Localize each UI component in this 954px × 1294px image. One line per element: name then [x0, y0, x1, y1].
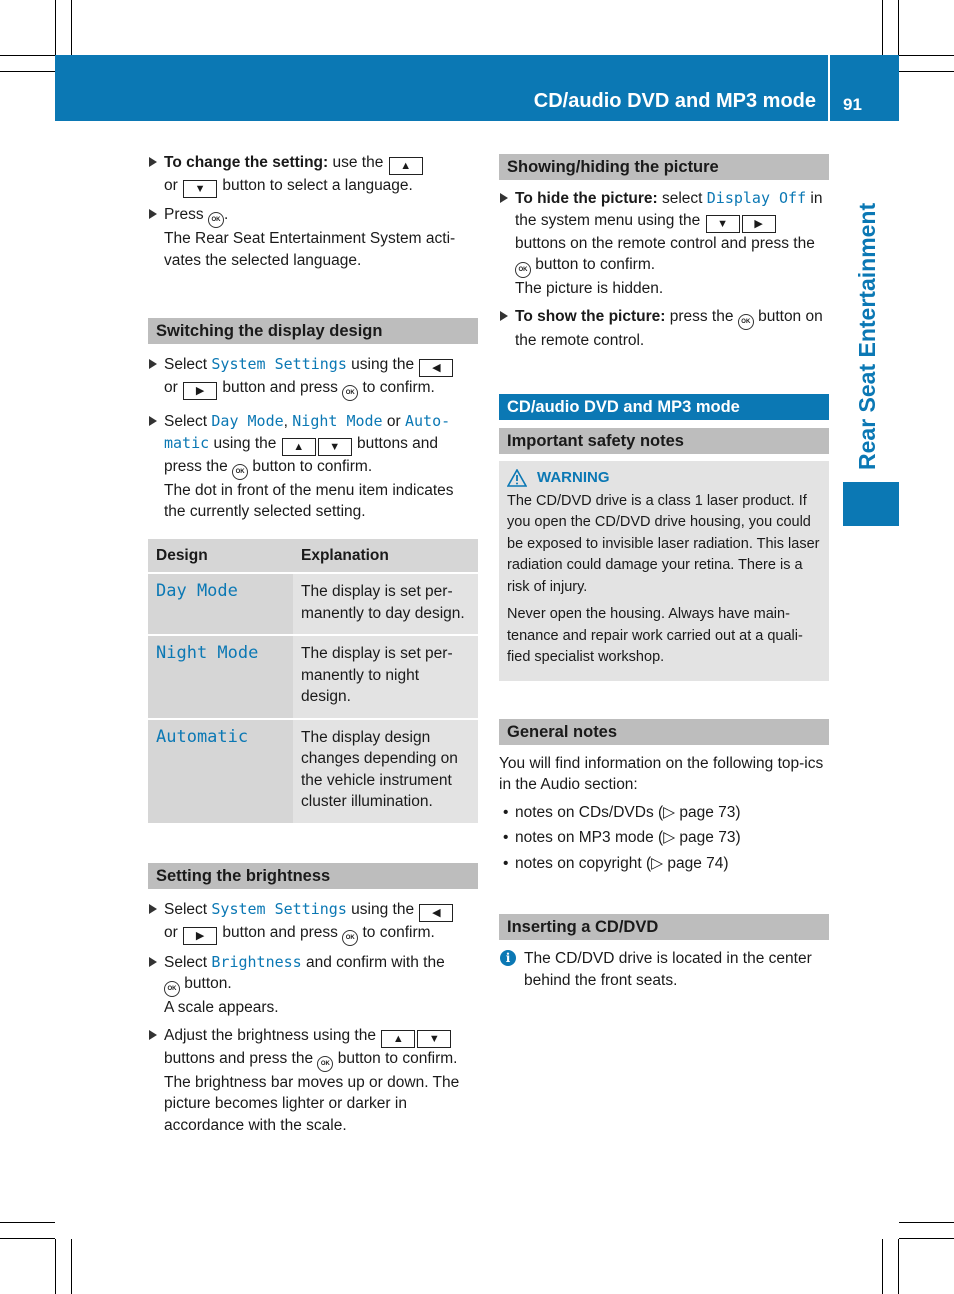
ok-button-icon: OK: [208, 212, 224, 228]
up-button-icon: ▲: [282, 438, 316, 456]
down-button-icon: ▼: [318, 438, 352, 456]
step-bold: To show the picture:: [515, 307, 666, 325]
menu-item-day-mode: Day Mode: [211, 412, 284, 430]
up-button-icon: ▲: [389, 157, 423, 175]
table-header-row: [148, 539, 478, 574]
crop-mark: [55, 0, 56, 55]
step-select-mode: Select Day Mode, Night Mode or Auto-matic using the ▲ ▼ buttons and press the OK button to confirm. The dot in front of the menu item indicates the currently selected setting.: [148, 411, 478, 523]
chapter-heading-cd-audio: CD/audio DVD and MP3 mode: [499, 394, 829, 420]
right-button-icon: ▶: [183, 927, 217, 945]
step-result: The picture is hidden.: [515, 280, 664, 297]
right-button-icon: ▶: [742, 215, 776, 233]
warning-label: WARNING: [537, 469, 610, 486]
info-text: The CD/DVD drive is located in the center behind the front seats.: [524, 950, 812, 989]
warning-text: The CD/DVD drive is a class 1 laser product. If you open the CD/DVD drive housing, you could be exposed to invisible laser radiation. This laser radiation could damage your retina. There is a risk of injury.: [507, 492, 820, 595]
general-notes-list: [499, 802, 829, 875]
design-description: The display is set per-manently to day design.: [293, 573, 478, 635]
step-change-setting: To change the setting: use the ▲ or ▼ button to select a language.: [148, 152, 478, 198]
table-header: Design: [148, 539, 293, 574]
design-term: Day Mode: [156, 581, 238, 601]
section-heading-brightness: Setting the brightness: [148, 863, 478, 889]
step-bold: To hide the picture:: [515, 190, 658, 207]
menu-item-night-mode: Night Mode: [292, 412, 383, 430]
step-adjust-brightness: Adjust the brightness using the ▲ ▼ buttons and press the OK button to confirm. The brightness bar moves up or down. The picture becomes lighter or darker in accordance with the scale.: [148, 1025, 478, 1137]
step-result: The brightness bar moves up or down. The picture becomes lighter or darker in accordance with the scale.: [164, 1073, 460, 1134]
step-select-system-settings: Select System Settings using the ◀ or ▶ button and press OK to confirm.: [148, 354, 478, 401]
general-intro: You will find information on the following top-ics in the Audio section:: [499, 754, 824, 793]
list-item: • notes on CDs/DVDs (▷ page 73): [499, 802, 829, 824]
crop-mark: [71, 0, 72, 55]
right-button-icon: ▶: [183, 382, 217, 400]
crop-mark: [0, 71, 55, 72]
ok-button-icon: OK: [342, 930, 358, 946]
crop-mark: [882, 0, 883, 55]
design-term: Night Mode: [156, 643, 259, 663]
step-select-system-settings: Select System Settings using the ◀ or ▶ button and press OK to confirm.: [148, 899, 478, 946]
page-number: 91: [843, 95, 862, 114]
crop-mark: [898, 1239, 899, 1294]
ok-button-icon: OK: [317, 1056, 333, 1072]
down-button-icon: ▼: [417, 1030, 451, 1048]
right-column: [499, 154, 829, 991]
warning-header: [507, 467, 821, 489]
menu-item-display-off: Display Off: [706, 189, 807, 207]
step-select-brightness: Select Brightness and confirm with the OK button. A scale appears.: [148, 952, 478, 1019]
ok-button-icon: OK: [515, 262, 531, 278]
crop-mark: [882, 1239, 883, 1294]
design-description: The display design changes depending on the vehicle instrument cluster illumination.: [293, 719, 478, 824]
left-button-icon: ◀: [419, 359, 453, 377]
down-button-icon: ▼: [706, 215, 740, 233]
step-bold: To change the setting:: [164, 154, 329, 171]
chapter-side-label: Rear Seat Entertainment: [854, 202, 880, 470]
crop-mark: [899, 1238, 954, 1239]
step-result: A scale appears.: [164, 999, 279, 1016]
menu-item-automatic: Auto-matic: [164, 412, 451, 452]
menu-item-system-settings: System Settings: [211, 355, 347, 373]
list-item: • notes on MP3 mode (▷ page 73): [499, 827, 829, 849]
ok-button-icon: OK: [342, 385, 358, 401]
step-hide-picture: To hide the picture: select Display Off in the system menu using the ▼ ▶ buttons on the remote control and press the OK button to confirm. The picture is hidden.: [499, 188, 829, 300]
design-term: Automatic: [156, 726, 249, 747]
ok-button-icon: OK: [232, 464, 248, 480]
crop-mark: [0, 1222, 55, 1223]
crop-mark: [899, 1222, 954, 1223]
step-result: The dot in front of the menu item indicates the currently selected setting.: [164, 481, 454, 520]
warning-box: [499, 461, 829, 681]
crop-mark: [0, 1238, 55, 1239]
menu-item-brightness: Brightness: [211, 952, 302, 971]
left-button-icon: ◀: [419, 904, 453, 922]
crop-mark: [71, 1239, 72, 1294]
warning-triangle-icon: [507, 469, 527, 487]
crop-mark: [899, 55, 954, 56]
step-result: The Rear Seat Entertainment System acti-vates the selected language.: [164, 230, 456, 269]
step-show-picture: To show the picture: press the OK button on the remote control.: [499, 306, 829, 352]
header-divider: [828, 55, 830, 121]
chapter-tab: [843, 482, 899, 526]
crop-mark: [899, 71, 954, 72]
section-heading-inserting: Inserting a CD/DVD: [499, 914, 829, 940]
table-header: Explanation: [293, 539, 478, 574]
section-heading-display-design: Switching the display design: [148, 318, 478, 344]
crop-mark: [898, 0, 899, 55]
up-button-icon: ▲: [381, 1030, 415, 1048]
table-row: [148, 573, 478, 635]
design-table: [148, 539, 478, 825]
page-title: CD/audio DVD and MP3 mode: [533, 90, 816, 112]
ok-button-icon: OK: [164, 981, 180, 997]
ok-button-icon: OK: [738, 314, 754, 330]
menu-item-system-settings: System Settings: [211, 899, 347, 918]
section-heading-picture: Showing/hiding the picture: [499, 154, 829, 180]
step-press-ok: Press OK . The Rear Seat Entertainment System acti-vates the selected language.: [148, 204, 478, 271]
crop-mark: [0, 55, 55, 56]
section-heading-general-notes: General notes: [499, 719, 829, 745]
design-description: The display is set per-manently to night design.: [293, 635, 478, 719]
section-heading-safety: Important safety notes: [499, 428, 829, 454]
list-item: • notes on copyright (▷ page 74): [499, 853, 829, 875]
down-button-icon: ▼: [183, 180, 217, 198]
table-row: [148, 635, 478, 719]
crop-mark: [55, 1239, 56, 1294]
warning-text: Never open the housing. Always have main-tenance and repair work carried out at a quali-fied specialist workshop.: [507, 606, 803, 665]
left-column: [148, 152, 478, 1142]
info-icon: i: [500, 950, 516, 966]
table-row: [148, 719, 478, 824]
info-note: [499, 948, 829, 991]
